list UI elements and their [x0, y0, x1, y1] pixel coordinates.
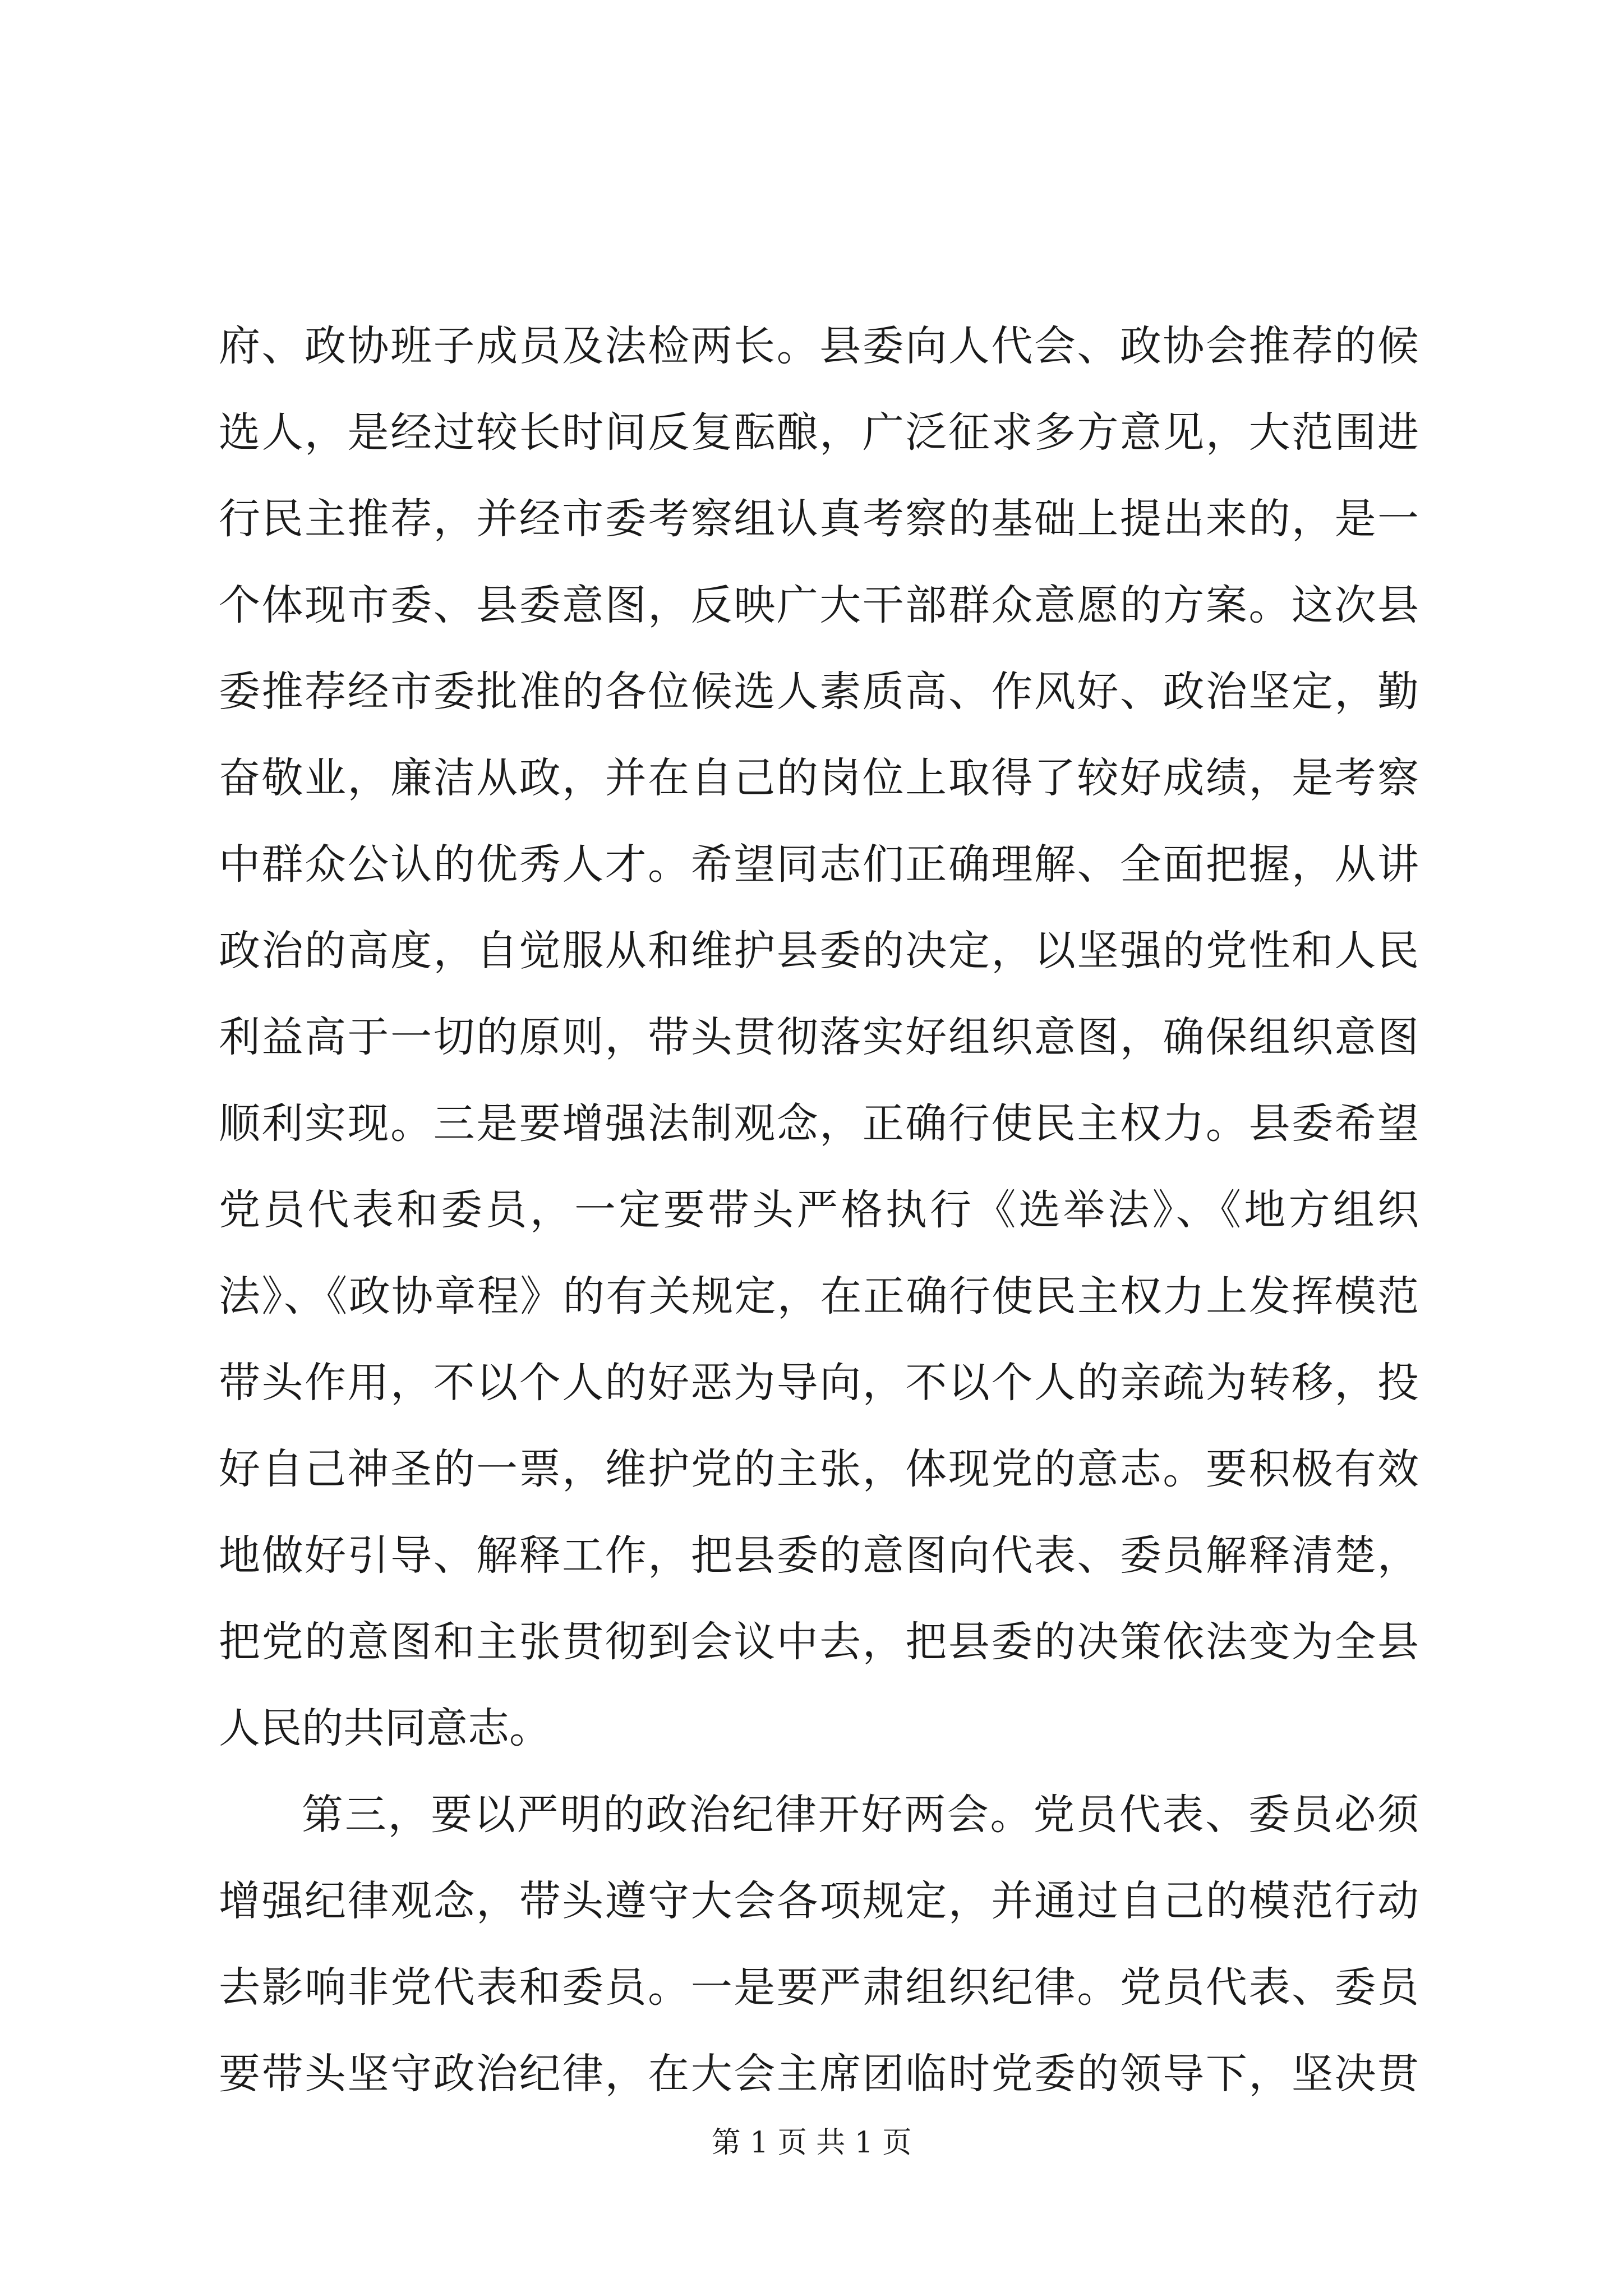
text-line: 府、政协班子成员及法检两长。县委向人代会、政协会推荐的候: [219, 322, 1419, 370]
text-line: 个体现市委、县委意图，反映广大干部群众意愿的方案。这次县: [219, 581, 1419, 629]
text-line: 增强纪律观念，带头遵守大会各项规定，并通过自己的模范行动: [219, 1877, 1419, 1925]
text-line: 选人，是经过较长时间反复酝酿，广泛征求多方意见，大范围进: [219, 408, 1419, 457]
text-line: 带头作用，不以个人的好恶为导向，不以个人的亲疏为转移，投: [219, 1359, 1419, 1407]
text-line: 党员代表和委员，一定要带头严格执行《选举法》、《地方组织: [219, 1186, 1419, 1234]
text-line: 行民主推荐，并经市委考察组认真考察的基础上提出来的，是一: [219, 495, 1419, 543]
paragraph-start-line: 第三，要以严明的政治纪律开好两会。党员代表、委员必须: [302, 1791, 1419, 1839]
text-line: 中群众公认的优秀人才。希望同志们正确理解、全面把握，从讲: [219, 840, 1419, 889]
body-text: [219, 303, 1419, 2117]
text-line: 地做好引导、解释工作，把县委的意图向代表、委员解释清楚，: [219, 1531, 1419, 1580]
text-line: 要带头坚守政治纪律，在大会主席团临时党委的领导下，坚决贯: [219, 2050, 1419, 2098]
text-line: 去影响非党代表和委员。一是要严肃组织纪律。党员代表、委员: [219, 1963, 1419, 2012]
page-footer: 第 1 页 共 1 页: [711, 2126, 912, 2160]
text-line: 委推荐经市委批准的各位候选人素质高、作风好、政治坚定，勤: [219, 668, 1419, 716]
text-line: 好自己神圣的一票，维护党的主张，体现党的意志。要积极有效: [219, 1445, 1419, 1493]
text-line: 人民的共同意志。: [219, 1704, 551, 1752]
text-line: 把党的意图和主张贯彻到会议中去，把县委的决策依法变为全县: [219, 1618, 1419, 1666]
text-line: 顺利实现。三是要增强法制观念，正确行使民主权力。县委希望: [219, 1099, 1419, 1148]
text-line: 法》、《政协章程》的有关规定，在正确行使民主权力上发挥模范: [219, 1272, 1419, 1320]
text-line: 政治的高度，自觉服从和维护县委的决定，以坚强的党性和人民: [219, 927, 1419, 975]
text-line: 奋敬业，廉洁从政，并在自己的岗位上取得了较好成绩，是考察: [219, 754, 1419, 802]
text-line: 利益高于一切的原则，带头贯彻落实好组织意图，确保组织意图: [219, 1013, 1419, 1061]
